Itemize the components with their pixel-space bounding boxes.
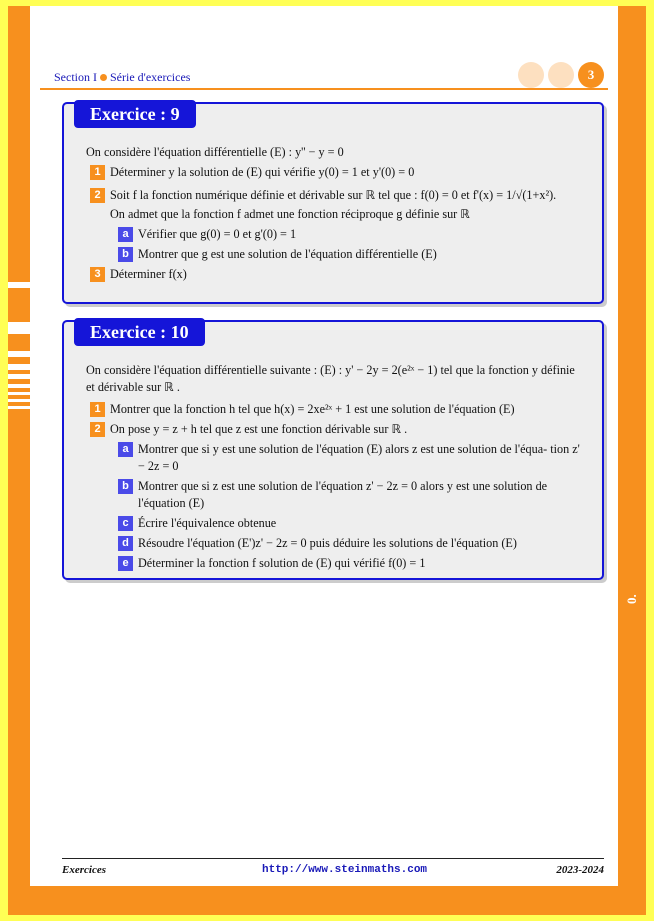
exercise-intro: On considère l'équation différentielle (E) : y'' − y = 0 xyxy=(86,145,344,159)
exercise-9-box xyxy=(62,102,604,304)
exercise-10-box xyxy=(62,320,604,580)
item-note: On admet que la fonction f admet une fonction réciproque g définie sur ℝ xyxy=(110,207,470,221)
item-number: 2 xyxy=(90,422,105,437)
item-text: Déterminer y la solution de (E) qui vérifie y(0) = 1 et y'(0) = 0 xyxy=(110,165,415,179)
item-number: 2 xyxy=(90,188,105,203)
exercise-9-title: Exercice : 9 xyxy=(74,100,196,128)
exercise-9-body xyxy=(86,144,586,283)
list-subitem xyxy=(114,246,586,263)
page-number: 3 xyxy=(578,62,604,88)
footer-url-link[interactable]: http://www.steinmaths.com xyxy=(262,864,428,876)
right-column xyxy=(618,6,646,862)
list-subitem xyxy=(114,515,586,532)
subitem-text: Montrer que si y est une solution de l'équation (E) alors z est une solution de l'équa- tion z' − 2z = 0 xyxy=(138,442,580,473)
list-subitem xyxy=(114,478,586,512)
left-decorative-stripes xyxy=(8,6,30,886)
side-label: 0. xyxy=(624,594,639,604)
item-number: 1 xyxy=(90,402,105,417)
subitem-text: Déterminer la fonction f solution de (E) qui vérifié f(0) = 1 xyxy=(138,556,426,570)
subitem-text: Vérifier que g(0) = 0 et g'(0) = 1 xyxy=(138,227,297,241)
footer-left: Exercices xyxy=(62,864,106,876)
page-footer xyxy=(62,858,604,880)
item-number: 1 xyxy=(90,165,105,180)
subitem-letter: b xyxy=(118,479,133,494)
item-number: 3 xyxy=(90,267,105,282)
list-item xyxy=(86,266,586,283)
item-text: On pose y = z + h tel que z est une fonction dérivable sur ℝ . xyxy=(110,422,408,436)
list-item xyxy=(86,421,586,438)
list-subitem xyxy=(114,226,586,243)
item-text: Montrer que la fonction h tel que h(x) = 2xe²ˣ + 1 est une solution de l'équation (E) xyxy=(110,402,515,416)
list-item xyxy=(86,187,586,223)
exercise-10-title: Exercice : 10 xyxy=(74,318,205,346)
breadcrumb xyxy=(54,70,190,85)
item-text: Soit f la fonction numérique définie et dérivable sur ℝ tel que : f(0) = 0 et f'(x) = 1/√(1+x²). xyxy=(110,188,557,202)
subitem-text: Écrire l'équivalence obtenue xyxy=(138,516,277,530)
subitem-letter: c xyxy=(118,516,133,531)
page-header xyxy=(40,64,608,90)
subitem-text: Montrer que si z est une solution de l'équation z' − 2z = 0 alors y est une solution de l'équation (E) xyxy=(138,479,548,510)
list-subitem xyxy=(114,535,586,552)
bottom-band xyxy=(8,886,646,915)
subitem-letter: e xyxy=(118,556,133,571)
subitem-letter: b xyxy=(118,247,133,262)
footer-year: 2023-2024 xyxy=(556,864,604,876)
series-title: Série d'exercices xyxy=(110,70,191,84)
circle-icon xyxy=(518,62,544,88)
subitem-text: Montrer que g est une solution de l'équation différentielle (E) xyxy=(138,247,437,261)
subitem-text: Résoudre l'équation (E')z' − 2z = 0 puis déduire les solutions de l'équation (E) xyxy=(138,536,517,550)
subitem-letter: d xyxy=(118,536,133,551)
page-indicator xyxy=(518,62,608,88)
circle-icon xyxy=(548,62,574,88)
list-subitem xyxy=(114,555,586,572)
exercise-intro: On considère l'équation différentielle suivante : (E) : y' − 2y = 2(e²ˣ − 1) tel que la fonction y définie et dérivable sur ℝ . xyxy=(86,363,575,394)
section-label: Section I xyxy=(54,70,97,84)
bullet-dot-icon xyxy=(100,74,107,81)
item-text: Déterminer f(x) xyxy=(110,267,187,281)
subitem-letter: a xyxy=(118,442,133,457)
exercise-10-body xyxy=(86,362,586,572)
list-item xyxy=(86,164,586,181)
list-item xyxy=(86,401,586,418)
subitem-letter: a xyxy=(118,227,133,242)
list-subitem xyxy=(114,441,586,475)
